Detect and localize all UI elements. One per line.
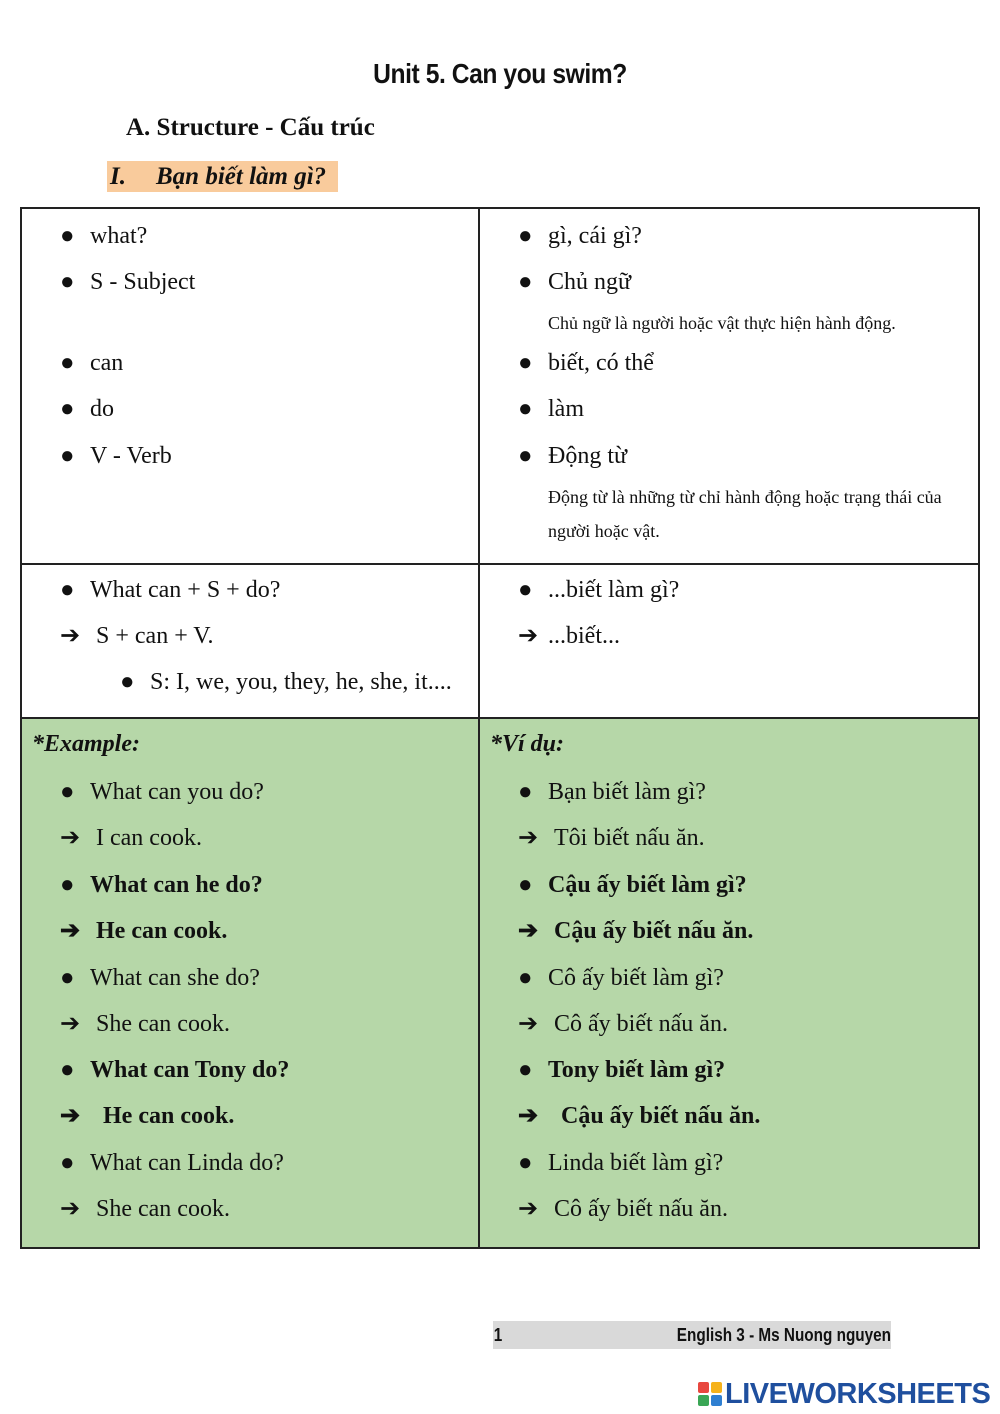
example-question: ● What can he do? [60,872,263,898]
example-question: ● Bạn biết làm gì? [518,779,706,805]
example-answer: ➔ Tôi biết nấu ăn. [518,825,705,851]
example-answer: ➔ Cậu ấy biết nấu ăn. [518,1103,761,1129]
example-answer: ➔ He can cook. [60,918,228,944]
vocab-item: ● biết, có thể [518,350,654,376]
example-question: ● What can Linda do? [60,1150,284,1176]
vocab-item: ● Động từ [518,443,628,469]
pattern-answer: ➔ S + can + V. [60,623,214,649]
example-question: ● What can she do? [60,965,260,991]
pattern-vietnamese-cell [479,564,979,718]
examples-vietnamese-cell [479,718,979,1248]
pattern-question: ● What can + S + do? [60,577,281,603]
example-question: ● Tony biết làm gì? [518,1057,726,1083]
example-heading: *Example: [32,731,140,757]
page-footer [493,1321,891,1349]
pattern-question: ● ...biết làm gì? [518,577,680,603]
verb-note: Động từ là những từ chỉ hành động hoặc trạng thái của người hoặc vật. [548,487,942,541]
section-title: A. Structure - Cấu trúc [126,114,375,141]
example-answer: ➔ Cậu ấy biết nấu ăn. [518,918,754,944]
vocab-item: ● can [60,350,124,376]
vocab-item: ● V - Verb [60,443,172,469]
vocab-english-cell [21,208,479,564]
subsection-title: Bạn biết làm gì? [156,163,327,190]
example-answer: ➔ I can cook. [60,825,202,851]
example-question: ● Cậu ấy biết làm gì? [518,872,747,898]
unit-title: Unit 5. Can you swim? [373,58,627,89]
subsection-number: I. [110,163,126,190]
vocab-item: ● what? [60,223,148,249]
brand-name: LIVEWORKSHEETS [725,1377,991,1410]
example-question: ● What can you do? [60,779,264,805]
subsection-heading [107,161,338,192]
pattern-answer: ➔ ...biết... [518,623,620,649]
vocab-vietnamese-cell [479,208,979,564]
liveworksheets-logo[interactable] [698,1374,990,1414]
structure-table [20,207,980,1249]
footer-label: English 3 - Ms Nuong nguyen [676,1325,891,1345]
page-number: 1 [493,1325,503,1345]
pattern-english-cell [21,564,479,718]
example-question: ● Cô ấy biết làm gì? [518,965,724,991]
examples-english-cell [21,718,479,1248]
example-answer: ➔ He can cook. [60,1103,235,1129]
example-answer: ➔ Cô ấy biết nấu ăn. [518,1011,728,1037]
example-answer: ➔ She can cook. [60,1011,230,1037]
example-answer: ➔ Cô ấy biết nấu ăn. [518,1196,728,1222]
example-answer: ➔ She can cook. [60,1196,230,1222]
example-heading: *Ví dụ: [490,731,565,757]
vocab-item: ● gì, cái gì? [518,223,642,249]
liveworksheets-logo-icon [698,1382,722,1406]
example-question: ● What can Tony do? [60,1057,290,1083]
vocab-item: ● Chủ ngữ [518,269,632,295]
vocab-item: ● làm [518,396,584,422]
subject-note: Chủ ngữ là người hoặc vật thực hiện hành động. [548,313,896,333]
example-question: ● Linda biết làm gì? [518,1150,724,1176]
pattern-subjects: ● S: I, we, you, they, he, she, it.... [120,669,452,695]
vocab-item: ● do [60,396,114,422]
vocab-item: ● S - Subject [60,269,196,295]
